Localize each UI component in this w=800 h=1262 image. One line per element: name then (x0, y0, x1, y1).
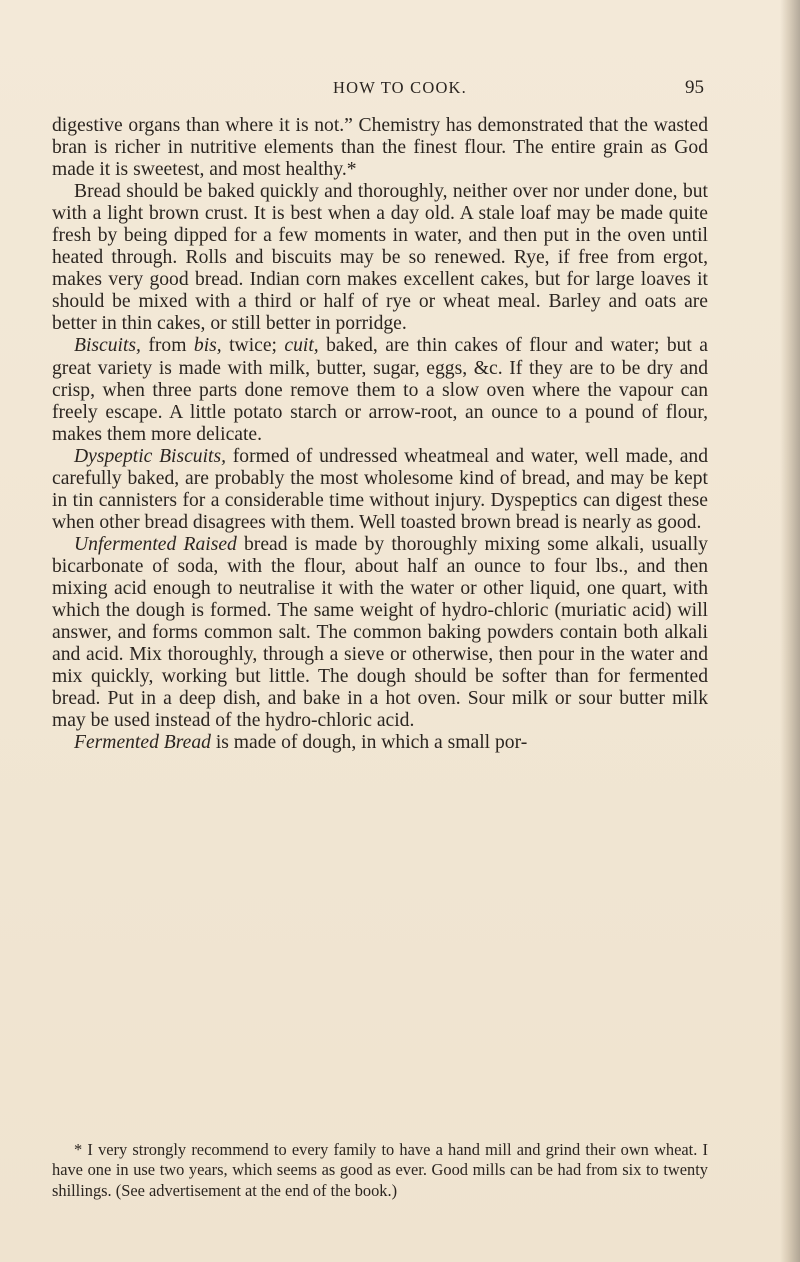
paragraph-lead-heading: Fermented Bread (74, 732, 211, 754)
paragraph-text: formed of undressed wheatmeal and water, well made, and carefully baked, are probably the most wholesome kind of bread, and may be kept in tin cannisters for a considerable time without injury. Dyspeptics can digest these when other bread disagrees with them. Well toasted brown bread is nearly as good. (52, 445, 709, 533)
paragraph-text: is made of dough, in which a small por- (210, 732, 528, 754)
paragraph-unfermented-raised (52, 534, 708, 732)
paragraph-text: twice; (221, 335, 285, 357)
paragraph-lead-heading: Unfermented Raised (74, 533, 237, 555)
paragraph-text: Bread should be baked quickly and thoroughly, neither over nor under done, but with a light brown crust. It is best when a day old. A stale loaf may be made quite fresh by being dipped for a few moments in water, and then put in the oven until heated through. Rolls and biscuits may be so renewed. Rye, if free from ergot, makes very good bread. Indian corn makes excellent cakes, but for large loaves it should be mixed with a third or half of rye or wheat meal. Barley and oats are better in thin cakes, or still better in porridge. (52, 181, 708, 335)
etymology-term: bis, (193, 335, 222, 357)
paragraph-text: baked, are thin cakes of flour and water; but a great variety is made with milk, butter, sugar, eggs, &c. If they are to be dry and crisp, when three parts done remove them to a slow oven where the vapour can freely escape. A little potato starch or arrow-root, an ounce to a pound of flour, makes them more delicate. (52, 335, 709, 445)
page-header (0, 78, 800, 100)
paragraph-bread-baking (52, 181, 708, 335)
etymology-term: cuit, (284, 335, 319, 357)
paragraph-text: bread is made by thoroughly mixing some alkali, usually bicarbonate of soda, with the flour, about half an ounce to four lbs., and then mixing acid enough to neutralise it with the water or other liquid, one quart, with which the dough is formed. The same weight of hydro-chloric (muriatic acid) will answer, and forms common salt. The common baking powders contain both alkali and acid. Mix thoroughly, through a sieve or otherwise, then pour in the water and mix quickly, working but little. The dough should be softer than for fermented bread. Put in a deep dish, and bake in a hot oven. Sour milk or sour butter milk may be used instead of the hydro-chloric acid. (52, 533, 708, 732)
paragraph-lead-heading: Dyspeptic Biscuits, (74, 445, 227, 467)
page-number: 95 (685, 77, 704, 98)
body-text (52, 115, 708, 754)
paragraph-fermented-bread (52, 732, 708, 754)
paragraph-biscuits (52, 335, 708, 445)
paragraph-lead-heading: Biscuits, (74, 335, 141, 357)
footnote-text: * I very strongly recommend to every family to have a hand mill and grind their own wheat. I have one in use two years, which seems as good as ever. Good mills can be had from six to twenty shillings. (See advertisement at the end of the book.) (52, 1140, 708, 1200)
paragraph-text: from (140, 335, 194, 357)
paragraph-dyspeptic-biscuits (52, 446, 708, 534)
paragraph-continuation (52, 115, 708, 181)
paragraph-text: digestive organs than where it is not.” Chemistry has demonstrated that the wasted bran is richer in nutritive elements than the finest flour. The entire grain as God made it is sweetest, and most healthy.* (52, 115, 708, 181)
footnote (52, 1140, 708, 1201)
running-head: HOW TO COOK. (332, 78, 468, 97)
